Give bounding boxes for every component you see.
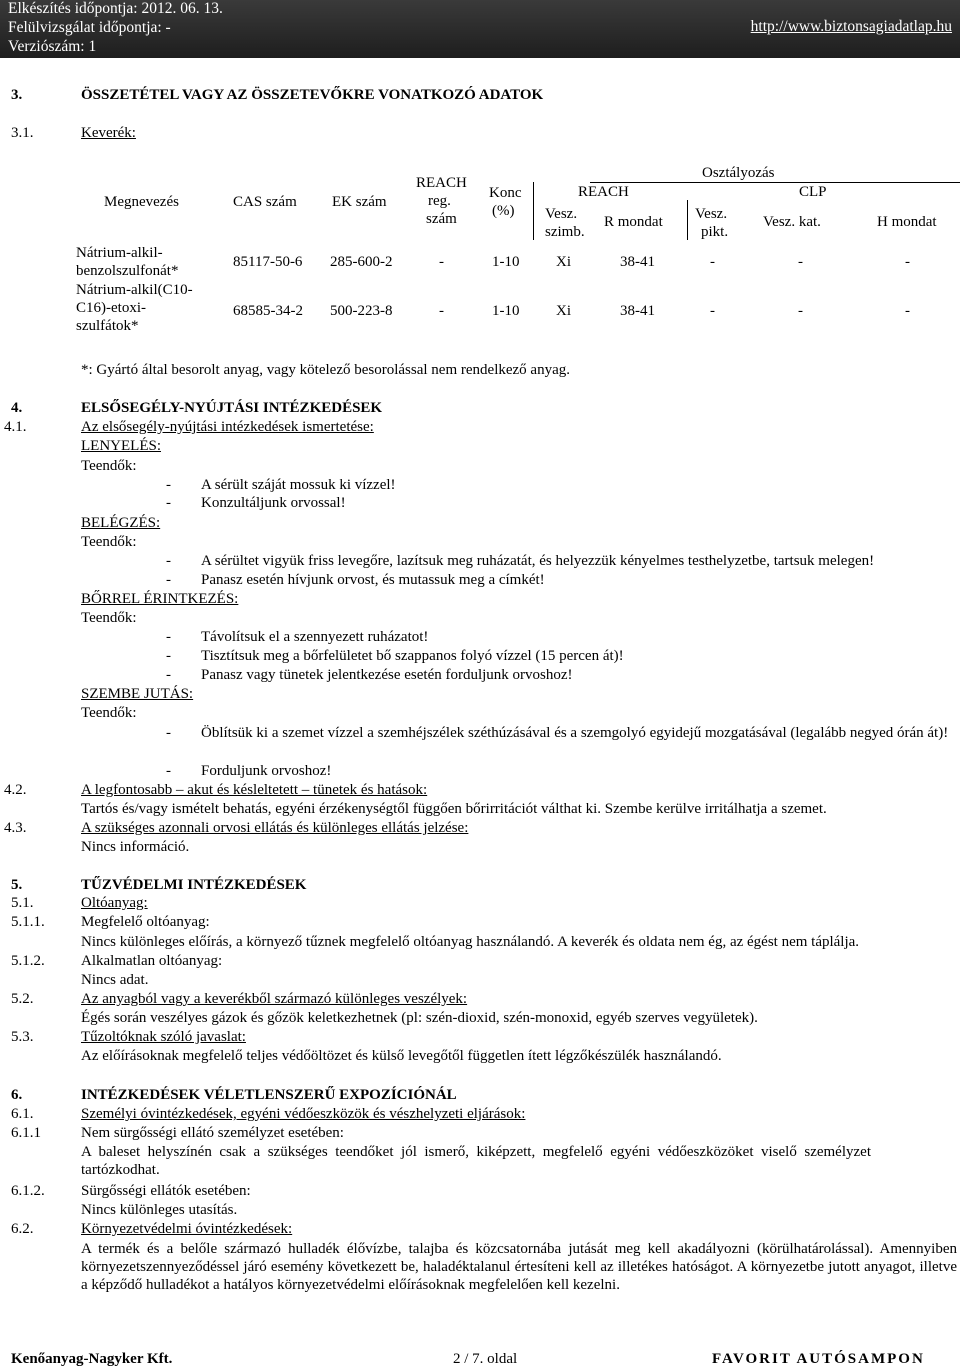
col-h-mondat-header: H mondat	[877, 214, 937, 230]
teendok-label: Teendők:	[81, 705, 137, 721]
subsection-title: Keverék:	[81, 125, 136, 141]
created-date: Elkészítés időpontja: 2012. 06. 13.	[8, 0, 223, 17]
col-konc-header-line2: (%)	[492, 203, 515, 219]
row-r: 38-41	[620, 254, 655, 270]
row-ek: 285-600-2	[330, 254, 393, 270]
version-number: Verziószám: 1	[8, 38, 97, 55]
list-item: A sérültet vigyük friss levegőre, lazítsuk meg ruházatát, és helyezzük kényelmes testhelyzetbe, tartsuk melegen!	[201, 553, 875, 569]
subsection-number: 4.2.	[4, 782, 27, 798]
row-name-line2: C16)-etoxi-	[76, 300, 146, 316]
subsection-title: Sürgősségi ellátók esetében:	[81, 1183, 251, 1199]
subsection-title: Tűzoltóknak szóló javaslat:	[81, 1029, 246, 1045]
paragraph: Nincs különleges utasítás.	[81, 1202, 238, 1218]
col-vesz-pikt-header-line2: pikt.	[701, 224, 729, 240]
subsection-number: 5.3.	[11, 1029, 34, 1045]
list-bullet: -	[166, 629, 171, 645]
section-title: TŰZVÉDELMI INTÉZKEDÉSEK	[81, 877, 307, 893]
col-vesz-szimb-header-line1: Vesz.	[545, 206, 578, 222]
website-link[interactable]: http://www.biztonsagiadatlap.hu	[750, 18, 952, 35]
subsection-title: Környezetvédelmi óvintézkedések:	[81, 1221, 293, 1237]
subsection-title: A legfontosabb – akut és késleltetett – tünetek és hatások:	[81, 782, 428, 798]
row-szimb: Xi	[556, 254, 571, 270]
col-ek-header: EK szám	[332, 194, 387, 210]
list-bullet: -	[166, 572, 171, 588]
row-szimb: Xi	[556, 303, 571, 319]
row-pikt: -	[710, 254, 715, 270]
table-footnote: *: Gyártó által besorolt anyag, vagy kötelező besorolással nem rendelkező anyag.	[81, 362, 570, 378]
col-reach-header: REACH	[578, 184, 629, 200]
list-item: Panasz vagy tünetek jelentkezése esetén forduljunk orvoshoz!	[201, 667, 573, 683]
col-name-header: Megnevezés	[104, 194, 179, 210]
subsection-number: 5.1.	[11, 895, 34, 911]
col-konc-header-line1: Konc	[489, 185, 522, 201]
subsection-title: Személyi óvintézkedések, egyéni védőeszközök és vészhelyzeti eljárások:	[81, 1106, 526, 1122]
footer-company: Kenőanyag-Nagyker Kft.	[11, 1351, 173, 1367]
teendok-label: Teendők:	[81, 534, 137, 550]
reviewed-date: Felülvizsgálat időpontja: -	[8, 19, 171, 36]
row-konc: 1-10	[492, 254, 520, 270]
list-bullet: -	[166, 477, 171, 493]
row-name-line1: Nátrium-alkil(C10-	[76, 282, 193, 298]
col-r-mondat-header: R mondat	[604, 214, 663, 230]
row-kat: -	[798, 303, 803, 319]
row-name-line2: benzolszulfonát*	[76, 263, 179, 279]
row-h: -	[905, 303, 910, 319]
list-item: Tisztítsuk meg a bőrfelületet bő szappanos folyó vízzel (15 percen át)!	[201, 648, 624, 664]
borrel-heading: BŐRREL ÉRINTKEZÉS:	[81, 591, 239, 607]
row-kat: -	[798, 254, 803, 270]
subsection-number: 4.3.	[4, 820, 27, 836]
section-title: INTÉZKEDÉSEK VÉLETLENSZERŰ EXPOZÍCIÓNÁL	[81, 1087, 457, 1103]
subsection-title: Oltóanyag:	[81, 895, 148, 911]
section-number: 3.	[11, 87, 23, 103]
col-vesz-pikt-header-line1: Vesz.	[695, 206, 728, 222]
teendok-label: Teendők:	[81, 610, 137, 626]
subsection-title: Az elsősegély-nyújtási intézkedések ismertetése:	[81, 419, 374, 435]
paragraph: Nincs adat.	[81, 972, 149, 988]
list-item: Panasz esetén hívjunk orvost, és mutassuk meg a címkét!	[201, 572, 545, 588]
section-number: 5.	[11, 877, 23, 893]
list-bullet: -	[166, 763, 171, 779]
list-bullet: -	[166, 725, 171, 741]
row-r: 38-41	[620, 303, 655, 319]
subsection-number: 6.1.2.	[11, 1183, 45, 1199]
row-name-line1: Nátrium-alkil-	[76, 245, 163, 261]
section-number: 6.	[11, 1087, 23, 1103]
paragraph: Nincs információ.	[81, 839, 190, 855]
list-bullet: -	[166, 667, 171, 683]
row-ek: 500-223-8	[330, 303, 393, 319]
row-h: -	[905, 254, 910, 270]
list-bullet: -	[166, 495, 171, 511]
col-clp-header: CLP	[799, 184, 827, 200]
teendok-label: Teendők:	[81, 458, 137, 474]
subsection-title: Alkalmatlan oltóanyag:	[81, 953, 223, 969]
subsection-number: 4.1.	[4, 419, 27, 435]
row-konc: 1-10	[492, 303, 520, 319]
subsection-number: 5.1.2.	[11, 953, 45, 969]
subsection-title: Nem sürgősségi ellátó személyzet esetében:	[81, 1125, 344, 1141]
col-reach-reg-header-line2: reg.	[428, 193, 451, 209]
subsection-number: 5.2.	[11, 991, 34, 1007]
row-cas: 85117-50-6	[233, 254, 303, 270]
footer-page-number: 2 / 7. oldal	[453, 1351, 518, 1367]
section-title: ÖSSZETÉTEL VAGY AZ ÖSSZETEVŐKRE VONATKOZÓ ADATOK	[81, 87, 544, 103]
col-vesz-kat-header: Vesz. kat.	[763, 214, 821, 230]
list-item: A sérült száját mossuk ki vízzel!	[201, 477, 396, 493]
subsection-title: Az anyagból vagy a keverékből származó különleges veszélyek:	[81, 991, 468, 1007]
subsection-number: 3.1.	[11, 125, 34, 141]
row-reach: -	[439, 254, 444, 270]
col-vesz-szimb-header-line2: szimb.	[545, 224, 585, 240]
list-item: Konzultáljunk orvossal!	[201, 495, 346, 511]
list-bullet: -	[166, 648, 171, 664]
belegzes-heading: BELÉGZÉS:	[81, 515, 161, 531]
subsection-number: 5.1.1.	[11, 914, 45, 930]
lenyeles-heading: LENYELÉS:	[81, 438, 161, 454]
list-bullet: -	[166, 553, 171, 569]
szembe-heading: SZEMBE JUTÁS:	[81, 686, 194, 702]
paragraph: A baleset helyszínén csak a szükséges teendőket jól ismerő, kiképzett, megfelelő egyéni védőeszközöket viselő személyzet tartózkodhat.	[81, 1144, 871, 1178]
paragraph: Tartós és/vagy ismételt behatás, egyéni érzékenységtől függően bőrirritációt válthat ki. Szembe kerülve irritálhatja a szemet.	[81, 801, 827, 817]
paragraph: Égés során veszélyes gázok és gőzök keletkezhetnek (pl: szén-dioxid, szén-monoxid, egyéb szerves vegyületek).	[81, 1010, 758, 1026]
section-title: ELSŐSEGÉLY-NYÚJTÁSI INTÉZKEDÉSEK	[81, 400, 383, 416]
subsection-number: 6.1.1	[11, 1125, 41, 1141]
col-cas-header: CAS szám	[233, 194, 297, 210]
row-name-line3: szulfátok*	[76, 318, 139, 334]
footer-product: FAVORIT AUTÓSAMPON	[712, 1351, 925, 1367]
list-item: Forduljunk orvoshoz!	[201, 763, 332, 779]
paragraph: Nincs különleges előírás, a környező tűznek megfelelő oltóanyag használandó. A keverék és oldata nem ég, az égést nem táplálja.	[81, 934, 860, 950]
subsection-title: Megfelelő oltóanyag:	[81, 914, 210, 930]
col-reach-reg-header-line1: REACH	[416, 175, 467, 191]
list-item: Távolítsuk el a szennyezett ruházatot!	[201, 629, 429, 645]
list-item: Öblítsük ki a szemet vízzel a szemhéjszélek széthúzásával és a szemgolyó egyidejű mozgatásával (legalább negyed órán át)!	[201, 725, 949, 741]
row-pikt: -	[710, 303, 715, 319]
paragraph: Az előírásoknak megfelelő teljes védőöltözet és külső levegőtől független ített légzőkészülék használandó.	[81, 1048, 722, 1064]
subsection-title: A szükséges azonnali orvosi ellátás és különleges ellátás jelzése:	[81, 820, 469, 836]
row-cas: 68585-34-2	[233, 303, 303, 319]
subsection-number: 6.1.	[11, 1106, 34, 1122]
paragraph: A termék és a belőle származó hulladék élővízbe, talajba és közcsatornába jutását meg kell akadályozni (körülhatárolással). Amennyiben környezetszennyeződéssel járó esemény következett be, haladéktalanul értesíteni kell az illetékes hatóságot. A környezetbe jutott anyagot, illetve a képződő hulladékot a hatályos környezetvédelmi előírásoknak megfelelően kell kezelni.	[81, 1241, 957, 1293]
subsection-number: 6.2.	[11, 1221, 34, 1237]
section-number: 4.	[11, 400, 23, 416]
row-reach: -	[439, 303, 444, 319]
col-reach-reg-header-line3: szám	[426, 211, 457, 227]
col-classification-header: Osztályozás	[702, 165, 775, 181]
